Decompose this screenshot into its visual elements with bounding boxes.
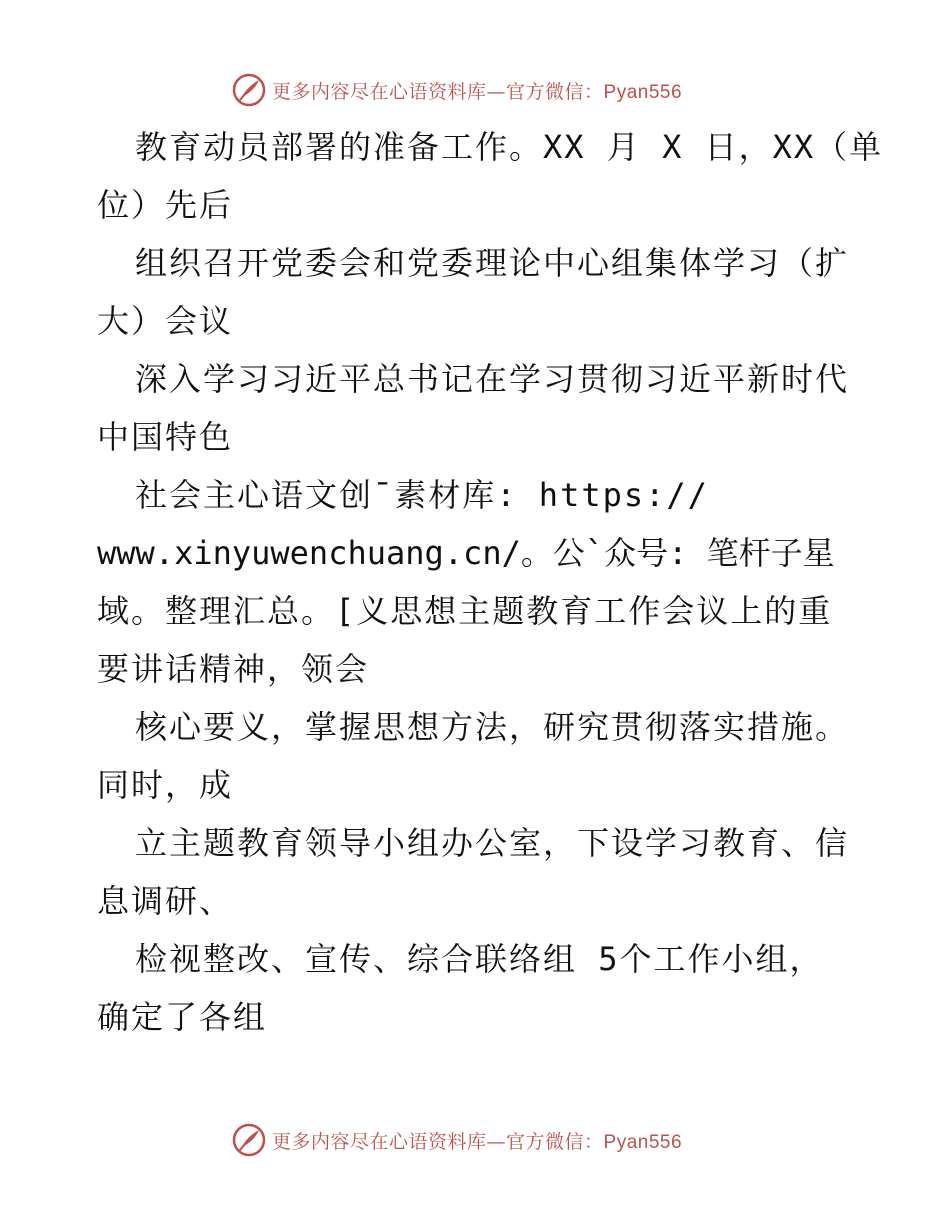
footer-banner	[232, 1122, 682, 1158]
banner-dash: —	[486, 80, 507, 103]
banner-text	[272, 77, 682, 104]
header-banner	[232, 72, 682, 108]
text-line: 同时，成	[97, 766, 234, 804]
text-line: 大）会议	[97, 302, 234, 340]
quill-pen-logo-icon	[232, 73, 266, 107]
text-line: 要讲话精神，领会	[97, 650, 370, 688]
text-line: 确定了各组	[97, 998, 268, 1036]
banner-wechat-label: 官方微信：	[506, 80, 604, 103]
banner-wechat-label: 官方微信：	[506, 1130, 604, 1153]
text-line: 位）先后	[97, 186, 234, 224]
banner-title: 更多内容尽在心语资料库	[272, 80, 487, 103]
text-line: 中国特色	[97, 418, 234, 456]
text-line: 教育动员部署的准备工作。XX 月 X 日，XX（单	[135, 128, 884, 166]
text-line: 组织召开党委会和党委理论中心组集体学习（扩	[135, 244, 850, 282]
banner-title: 更多内容尽在心语资料库	[272, 1130, 487, 1153]
document-body	[97, 118, 884, 1046]
text-line: 核心要义，掌握思想方法，研究贯彻落实措施。	[135, 708, 850, 746]
text-line: 社会主心语文创¯素材库: https://	[135, 476, 709, 514]
banner-wechat-id: Pyan556	[603, 1131, 683, 1153]
banner-dash: —	[486, 1130, 507, 1153]
quill-pen-logo-icon	[232, 1123, 266, 1157]
text-line: 域。整理汇总。[义思想主题教育工作会议上的重	[97, 592, 833, 630]
text-line: 检视整改、宣传、综合联络组 5个工作小组，	[135, 940, 824, 978]
text-line: 息调研、	[97, 882, 234, 920]
banner-wechat-id: Pyan556	[603, 81, 683, 103]
banner-text	[272, 1127, 682, 1154]
text-line: 深入学习习近平总书记在学习贯彻习近平新时代	[135, 360, 850, 398]
text-line: 立主题教育领导小组办公室，下设学习教育、信	[135, 824, 850, 862]
text-line: www.xinyuwenchuang.cn/。公`众号: 笔杆子星	[97, 534, 835, 572]
